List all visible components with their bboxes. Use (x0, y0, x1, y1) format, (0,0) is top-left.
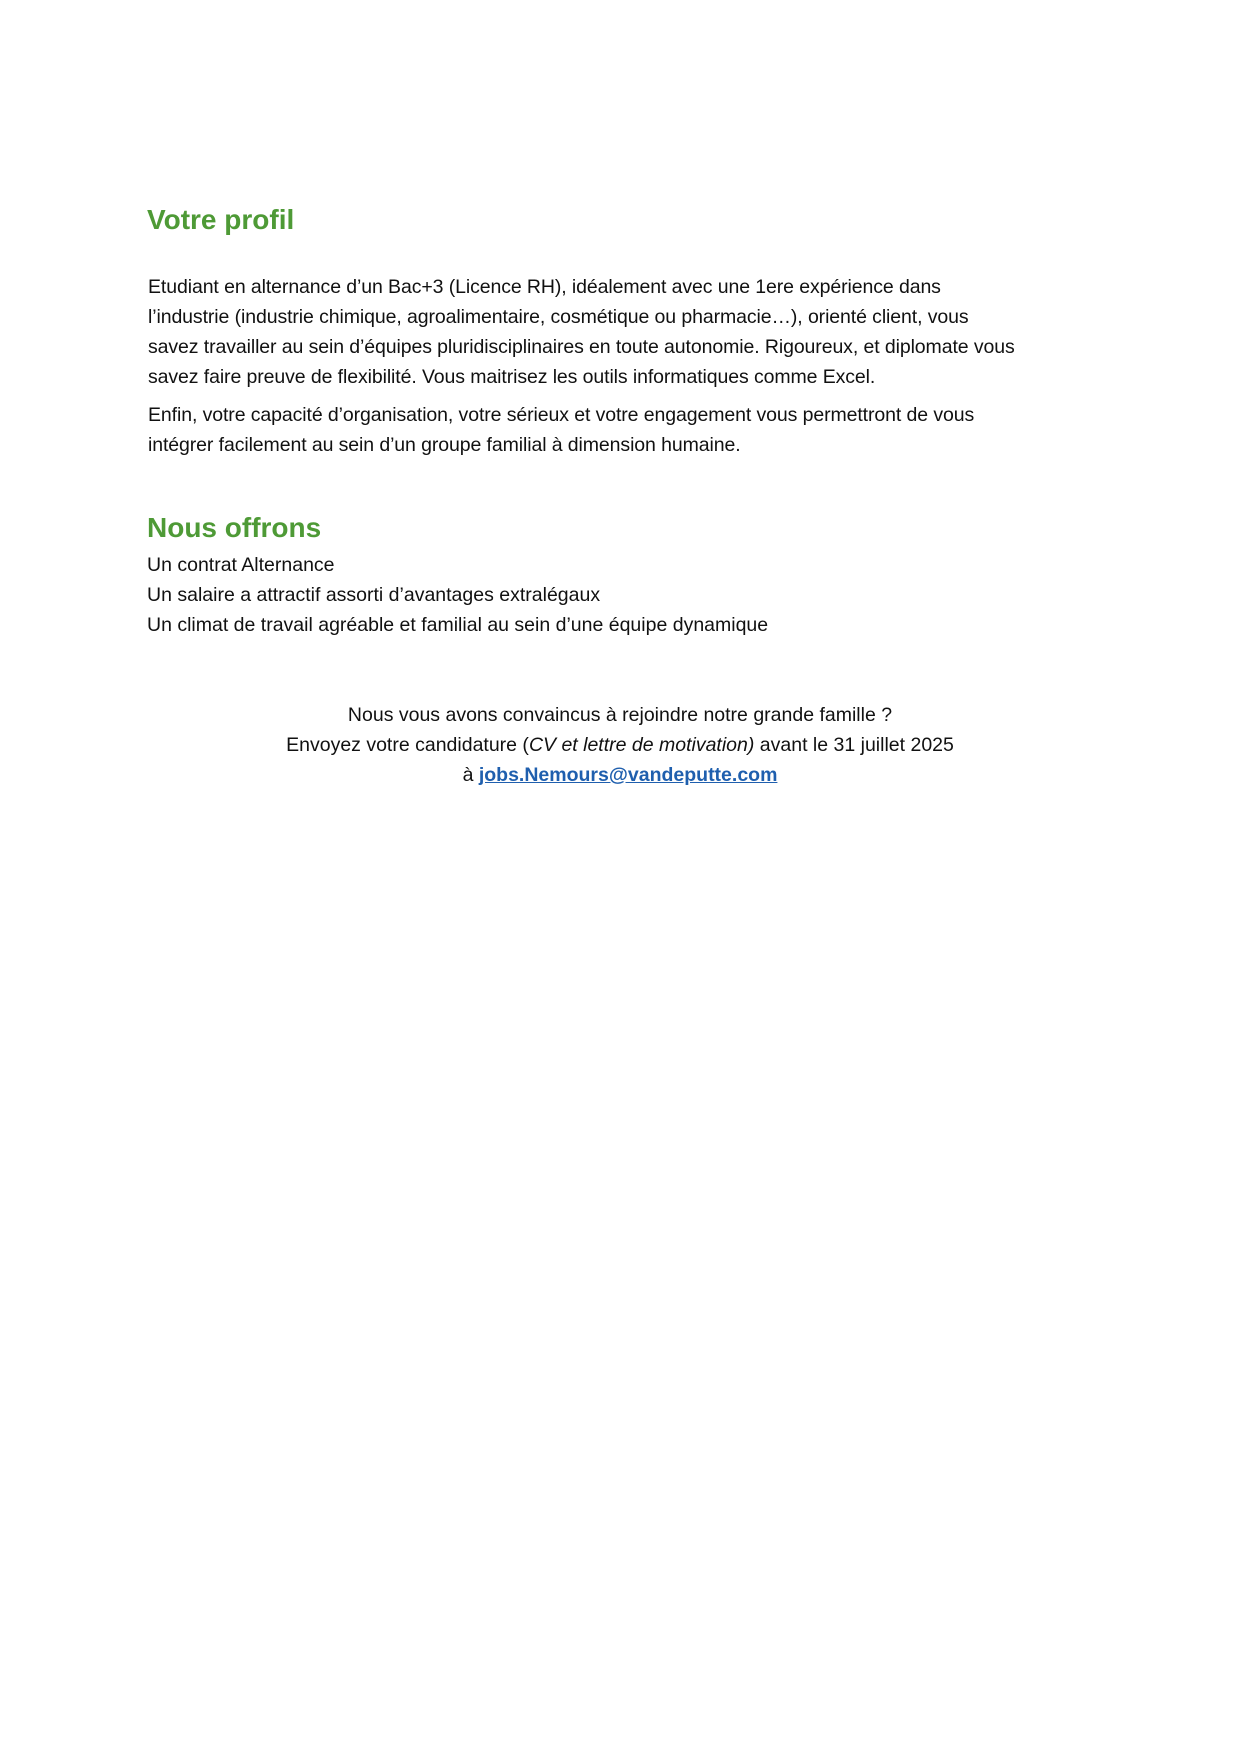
offer-item: Un contrat Alternance (147, 554, 335, 576)
cta-line-2-prefix: Envoyez votre candidature ( (286, 734, 529, 756)
offer-heading: Nous offrons (147, 512, 322, 543)
cta-line-2-italic: CV et lettre de motivation) (528, 734, 755, 756)
profile-p1-line: savez travailler au sein d’équipes pluridisciplinaires en toute autonomie. Rigoureux, et diplomate vous (148, 336, 1015, 358)
profile-p1-line: savez faire preuve de flexibilité. Vous maitrisez les outils informatiques comme Excel. (148, 366, 876, 388)
cta-line-3-prefix: à (462, 764, 479, 786)
profile-p1-line: l’industrie (industrie chimique, agroalimentaire, cosmétique ou pharmacie…), orienté client, vous (148, 306, 969, 328)
offer-item: Un salaire a attractif assorti d’avantages extralégaux (147, 584, 601, 606)
offer-list (147, 550, 768, 640)
profile-p2-line: Enfin, votre capacité d’organisation, votre sérieux et votre engagement vous permettront de vous (148, 404, 975, 426)
cta-line-3 (0, 760, 1240, 790)
offer-item: Un climat de travail agréable et familial au sein d’une équipe dynamique (147, 614, 769, 636)
cta-line-2 (0, 730, 1240, 760)
cta-line-1: Nous vous avons convaincus à rejoindre notre grande famille ? (347, 704, 893, 726)
call-to-action (0, 700, 1240, 790)
profile-p2-line: intégrer facilement au sein d’un groupe familial à dimension humaine. (148, 434, 741, 456)
cta-line-2-suffix: avant le 31 juillet 2025 (754, 734, 954, 756)
profile-p1-line: Etudiant en alternance d’un Bac+3 (Licence RH), idéalement avec une 1ere expérience dans (148, 276, 941, 298)
email-link[interactable]: jobs.Nemours@vandeputte.com (478, 764, 778, 786)
profile-heading: Votre profil (147, 204, 295, 235)
profile-paragraph-1 (148, 272, 1108, 392)
profile-paragraph-2 (148, 400, 1108, 460)
